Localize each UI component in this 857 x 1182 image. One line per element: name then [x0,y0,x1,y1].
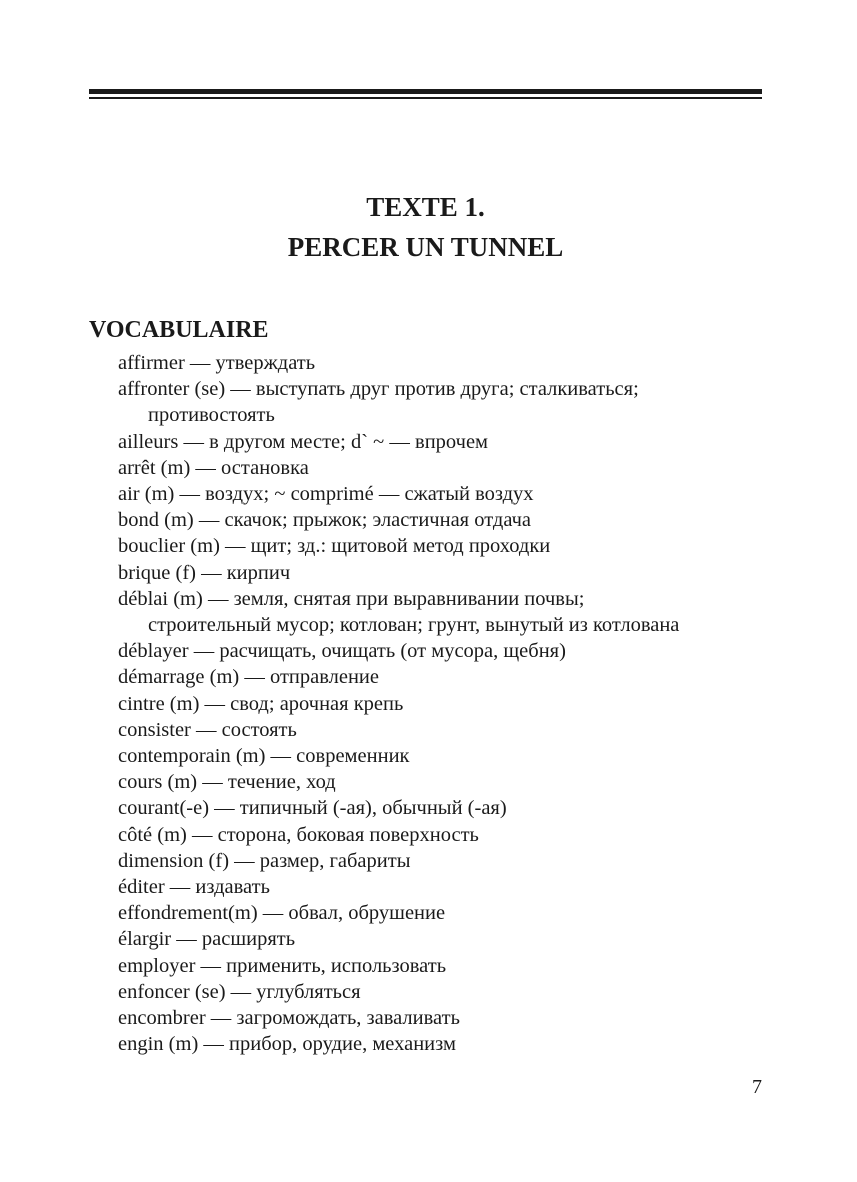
header-rule-thick [89,89,762,94]
vocabulary-entry [118,638,798,664]
vocabulary-entry-text: affronter (se) — выступать друг против друга; сталкиваться; [118,378,639,401]
vocabulary-entry-text: courant(-e) — типичный (-ая), обычный (-ая) [118,797,507,820]
vocabulary-entry-continuation: строительный мусор; котлован; грунт, вынутый из котлована [148,614,680,637]
vocabulary-entry-text: éditer — издавать [118,876,270,899]
vocabulary-entry [118,874,798,900]
page-number: 7 [752,1076,762,1098]
vocabulary-entry [118,979,798,1005]
vocabulary-entry-text: arrêt (m) — остановка [118,456,309,479]
vocabulary-entry-text: engin (m) — прибор, орудие, механизм [118,1033,456,1056]
vocabulary-entry-text: brique (f) — кирпич [118,561,291,584]
vocabulary-entry-text: élargir — расширять [118,928,296,951]
text-name-title: PERCER UN TUNNEL [287,232,564,262]
vocabulary-entry-text: bond (m) — скачок; прыжок; эластичная отдача [118,509,532,532]
vocabulary-list [118,350,798,1057]
vocabulary-entry [118,350,798,376]
vocabulary-entry-text: enfoncer (se) — углубляться [118,980,361,1003]
vocabulary-entry-text: consister — состоять [118,718,297,741]
vocabulary-entry-text: côté (m) — сторона, боковая поверхность [118,823,479,846]
vocabulary-entry-text: employer — применить, использовать [118,954,447,977]
vocabulary-entry [118,481,798,507]
vocabulary-entry-continuation: противостоять [148,404,275,427]
vocabulary-entry-text: encombrer — загромождать, заваливать [118,1007,460,1030]
vocabulary-entry-text: effondrement(m) — обвал, обрушение [118,902,446,925]
vocabulary-entry [118,900,798,926]
vocabulary-entry [118,1031,798,1057]
vocabulary-entry [118,586,798,638]
vocabulary-entry-text: démarrage (m) — отправление [118,666,380,689]
vocabulary-entry [118,769,798,795]
vocabulary-entry [118,717,798,743]
vocabulary-entry [118,429,798,455]
vocabulary-entry [118,953,798,979]
vocabulary-entry-text: contemporain (m) — современник [118,745,410,768]
vocabulary-entry-text: déblayer — расчищать, очищать (от мусора, щебня) [118,640,566,663]
vocabulary-entry [118,507,798,533]
vocabulary-entry [118,560,798,586]
vocabulary-entry [118,664,798,690]
vocabulary-entry-text: air (m) — воздух; ~ comprimé — сжатый воздух [118,483,534,506]
vocabulary-entry [118,376,798,428]
vocabulary-entry-text: déblai (m) — земля, снятая при выравнивании почвы; [118,587,585,610]
vocabulary-entry [118,455,798,481]
text-number-title: TEXTE 1. [366,192,485,222]
vocabulary-entry-text: bouclier (m) — щит; зд.: щитовой метод проходки [118,535,551,558]
vocabulary-entry-text: cintre (m) — свод; арочная крепь [118,692,404,715]
vocabulary-entry-text: dimension (f) — размер, габариты [118,849,411,872]
vocabulary-entry [118,533,798,559]
vocabulary-entry [118,1005,798,1031]
vocabulary-entry [118,926,798,952]
header-rule-thin [89,97,762,99]
vocabulary-entry [118,743,798,769]
vocabulary-entry-text: cours (m) — течение, ход [118,771,336,794]
vocabulary-entry [118,795,798,821]
vocabulary-entry [118,848,798,874]
vocabulary-entry [118,822,798,848]
vocabulary-entry-text: affirmer — утверждать [118,352,316,374]
vocabulary-entry-text: ailleurs — в другом месте; d` ~ — впрочем [118,430,489,453]
vocabulary-entry [118,691,798,717]
vocabulary-heading: VOCABULAIRE [89,317,269,343]
